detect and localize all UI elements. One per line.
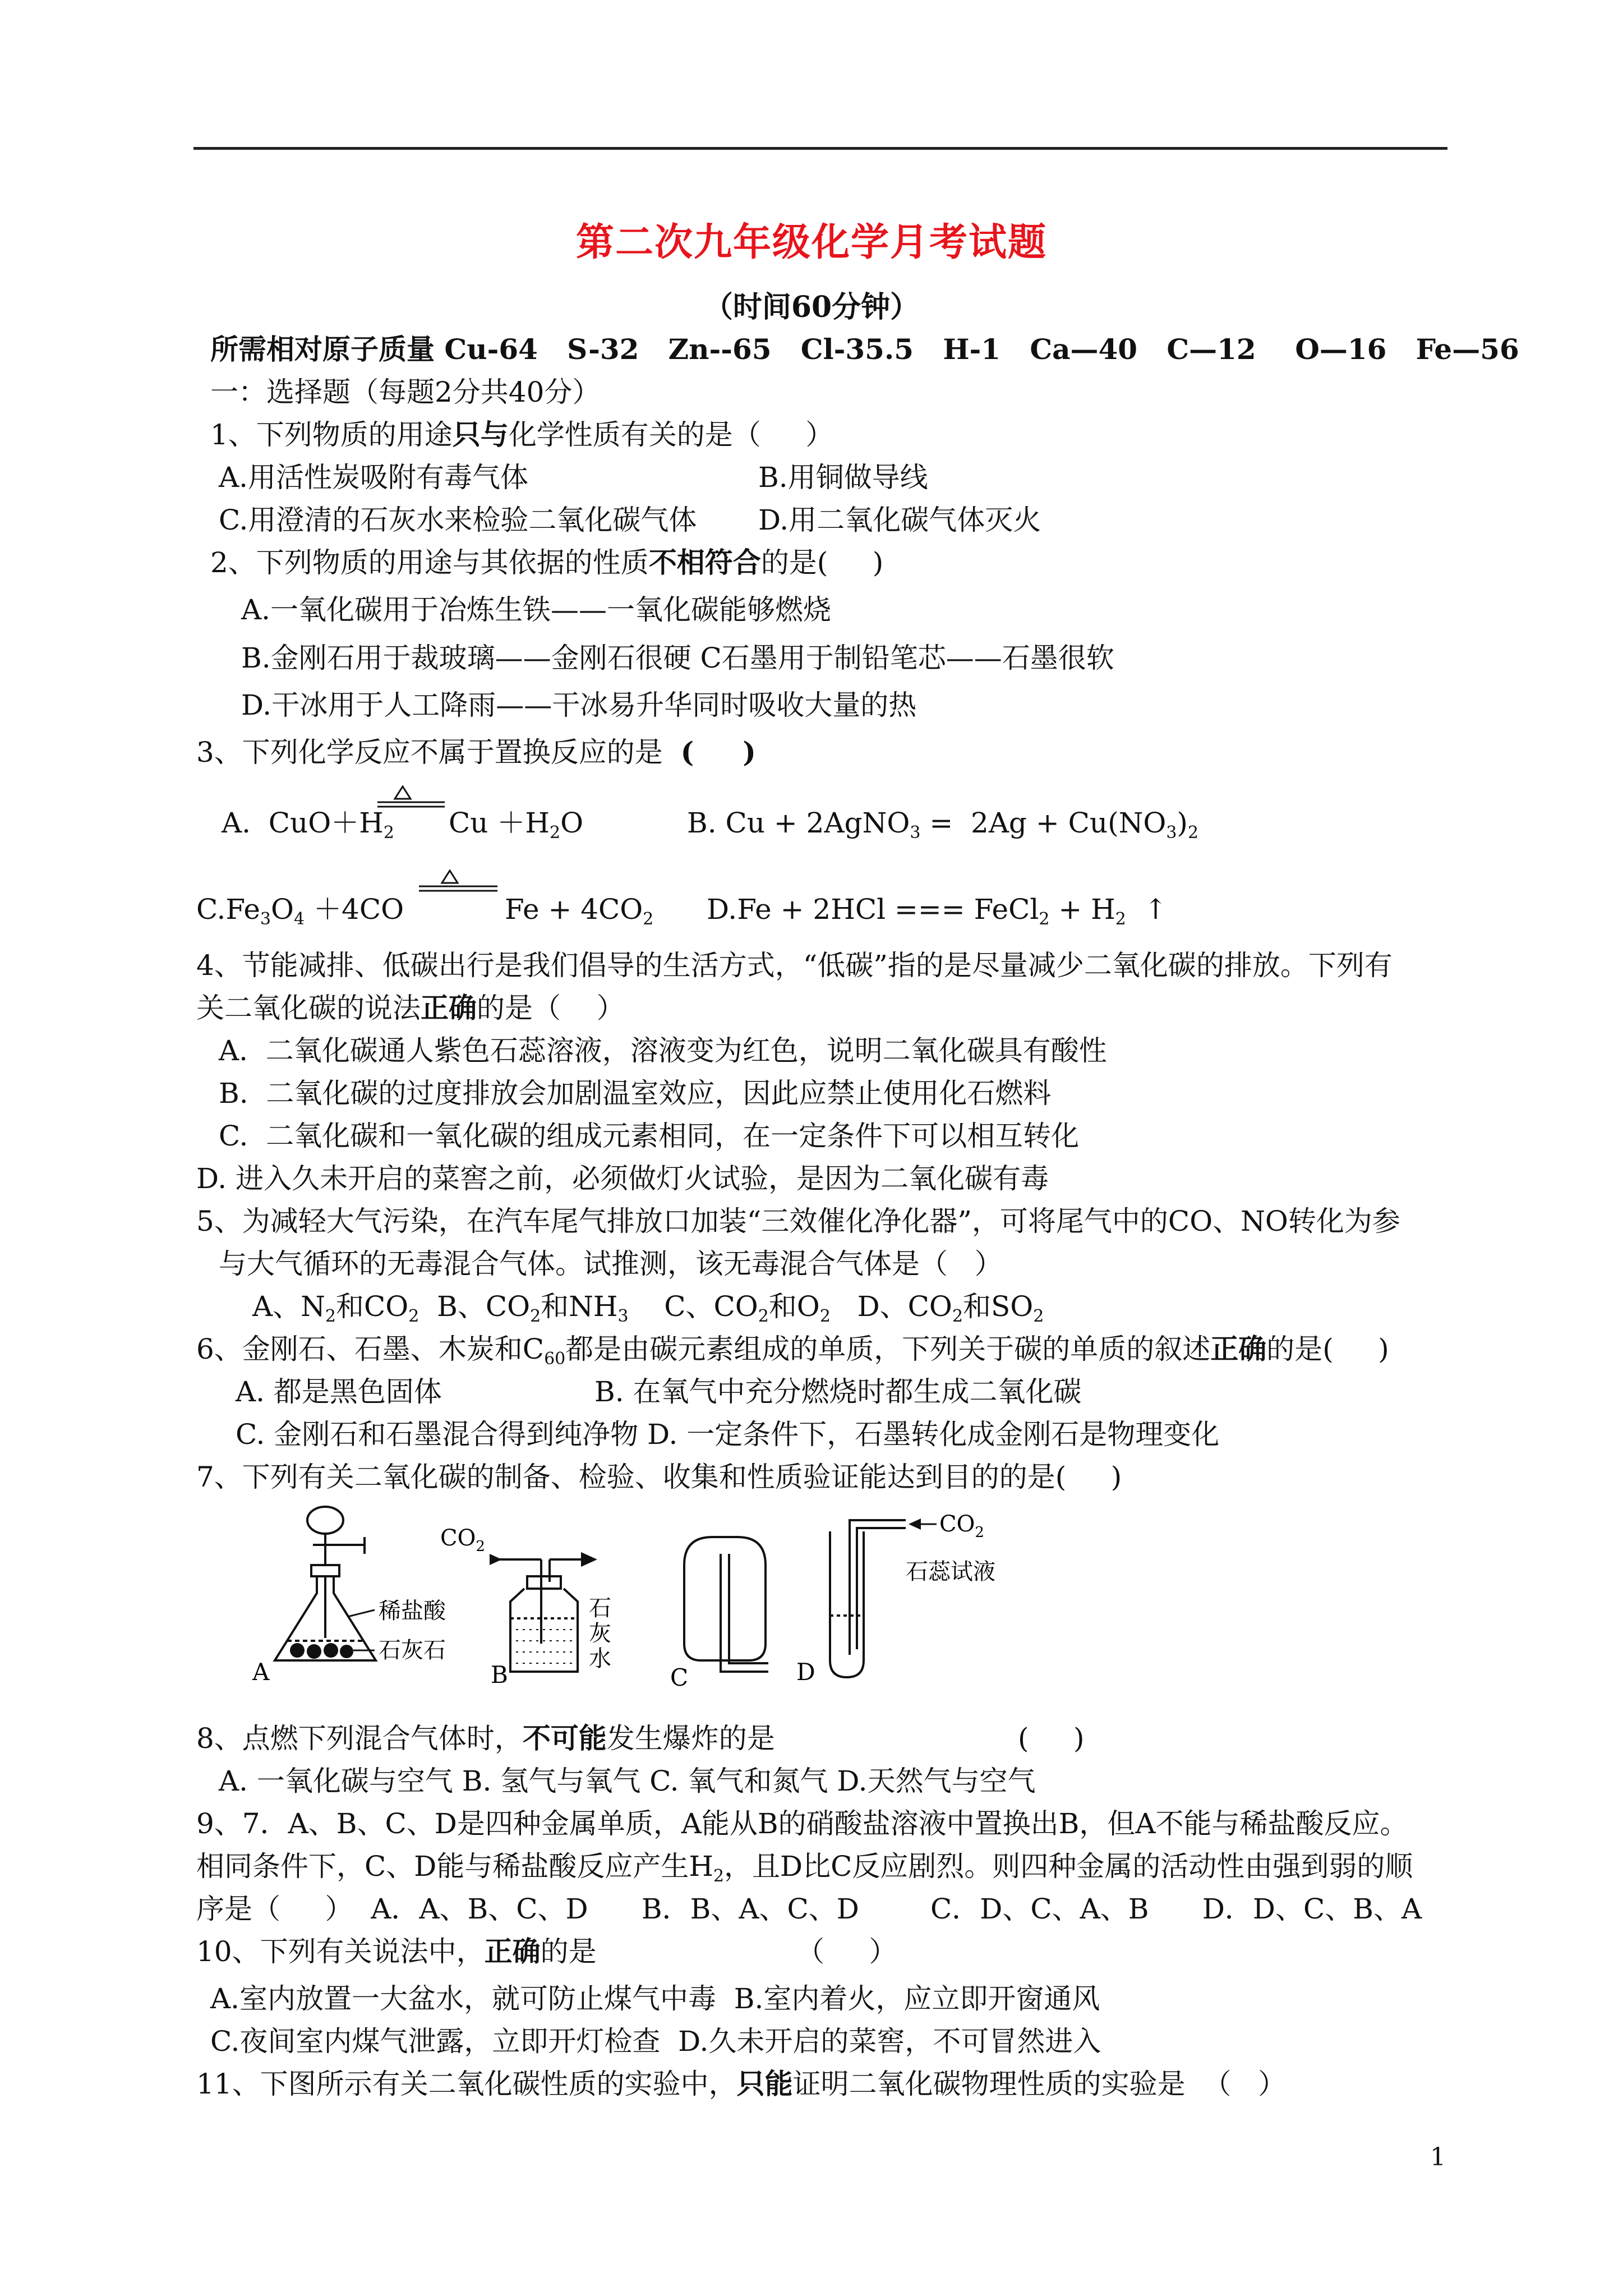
q2-option-d: D.干冰用于人工降雨——干冰易升华同时吸收大量的热 bbox=[241, 689, 917, 721]
limewater-label-3: 水 bbox=[589, 1646, 611, 1672]
co2-label-b: $CO_2$ bbox=[440, 1525, 485, 1555]
q4-option-b: B. 二氧化碳的过度排放会加剧温室效应，因此应禁止使用化石燃料 bbox=[219, 1077, 1052, 1110]
heat-condition-c bbox=[416, 868, 500, 904]
q4-option-c: C. 二氧化碳和一氧化碳的组成元素相同，在一定条件下可以相互转化 bbox=[219, 1120, 1080, 1152]
time-note: （时间60分钟） bbox=[703, 290, 920, 324]
question-6-stem: 6、金刚石、石墨、木炭和$C_{60}$都是由碳元素组成的单质，下列关于碳的单质的叙述正确的是( ) bbox=[196, 1332, 1389, 1369]
question-9-line-3: 序是（ ） A．A、B、C、D B．B、A、C、D C．D、C、A、B D．D、C、B、A bbox=[196, 1893, 1422, 1925]
question-3-stem: 3、下列化学反应不属于置换反应的是 ( ) bbox=[196, 735, 756, 769]
q10-options-ab: A.室内放置一大盆水，就可防止煤气中毒 B.室内着火，应立即开窗通风 bbox=[210, 1982, 1100, 2015]
question-10-stem: 10、下列有关说法中，正确的是 bbox=[196, 1935, 597, 1968]
question-9-line-2: 相同条件下，C、D能与稀盐酸反应产生$H_2$，且D比C反应剧烈。则四种金属的活动性由强到弱的顺 bbox=[196, 1850, 1413, 1886]
q8-answer-paren: ( ) bbox=[1018, 1722, 1085, 1755]
q1-option-d: D.用二氧化碳气体灭火 bbox=[758, 504, 1041, 536]
atomic-masses: 所需相对原子质量 Cu-64 S-32 Zn--65 Cl-35.5 H-1 Ca—40 C—12 O—16 Fe—56 bbox=[210, 333, 1519, 366]
q3-option-a-product: $Cu +H_2O$ bbox=[449, 807, 584, 843]
q4-option-a: A. 二氧化碳通人紫色石蕊溶液，溶液变为红色，说明二氧化碳具有酸性 bbox=[219, 1034, 1107, 1067]
q6-option-c: C. 金刚石和石墨混合得到纯净物 D. 一定条件下，石墨转化成金刚石是物理变化 bbox=[236, 1418, 1220, 1451]
q3-option-c-product: $Fe + 4CO_2$ bbox=[505, 893, 654, 929]
top-rule bbox=[193, 147, 1447, 150]
limewater-label-2: 灰 bbox=[589, 1621, 611, 1646]
q3-option-d: D.Fe + 2HCl === FeCl$_2$ + $H_2$ ↑ bbox=[707, 893, 1168, 929]
question-11-stem: 11、下图所示有关二氧化碳性质的实验中，只能证明二氧化碳物理性质的实验是 （ ） bbox=[196, 2067, 1287, 2100]
q1-option-c: C.用澄清的石灰水来检验二氧化碳气体 bbox=[219, 504, 697, 536]
q5-options: A、$N_2$和$CO_2$ B、$CO_2$和$NH_3$ C、$CO_2$和$O_2$ D、$CO_2$和$SO_2$ bbox=[252, 1290, 1044, 1326]
question-5-stem-2: 与大气循环的无毒混合气体。试推测，该无毒混合气体是（ ） bbox=[219, 1248, 1003, 1280]
apparatus-c bbox=[684, 1537, 768, 1672]
co2-label-d: $CO_2$ bbox=[939, 1511, 984, 1541]
q4-option-d: D. 进入久未开启的菜窖之前，必须做灯火试验，是因为二氧化碳有毒 bbox=[196, 1162, 1049, 1195]
limewater-label-1: 石 bbox=[589, 1595, 611, 1621]
question-1-stem: 1、下列物质的用途只与化学性质有关的是（ ） bbox=[210, 418, 834, 451]
page-title: 第二次九年级化学月考试题 bbox=[575, 220, 1047, 265]
q6-option-a: A. 都是黑色固体 bbox=[236, 1375, 442, 1408]
q1-option-a: A.用活性炭吸附有毒气体 bbox=[219, 461, 529, 494]
fig-label-d: D bbox=[796, 1658, 815, 1686]
fig-label-c: C bbox=[670, 1664, 689, 1691]
q2-option-a: A.一氧化碳用于冶炼生铁——一氧化碳能够燃烧 bbox=[241, 593, 832, 626]
q1-option-b: B.用铜做导线 bbox=[758, 461, 928, 494]
question-8-stem: 8、点燃下列混合气体时，不可能发生爆炸的是 bbox=[196, 1722, 775, 1755]
q7-apparatus-figure bbox=[236, 1503, 1077, 1694]
acid-label: 稀盐酸 bbox=[379, 1598, 446, 1624]
apparatus-b bbox=[494, 1554, 594, 1672]
q2-option-b: B.金刚石用于裁玻璃——金刚石很硬 C石墨用于制铅笔芯——石墨很软 bbox=[241, 642, 1114, 674]
question-5-stem: 5、为减轻大气污染，在汽车尾气排放口加装“三效催化净化器”，可将尾气中的CO、NO转化为参 bbox=[196, 1205, 1400, 1237]
q8-options: A. 一氧化碳与空气 B. 氢气与氧气 C. 氧气和氮气 D.天然气与空气 bbox=[219, 1765, 1036, 1797]
q3-option-a: A. $CuO+H_2$ bbox=[222, 807, 394, 843]
heat-condition-a bbox=[375, 784, 448, 820]
litmus-label: 石蕊试液 bbox=[906, 1559, 995, 1585]
question-7-stem: 7、下列有关二氧化碳的制备、检验、收集和性质验证能达到目的的是( ) bbox=[196, 1461, 1122, 1493]
question-4-stem: 4、节能减排、低碳出行是我们倡导的生活方式，“低碳”指的是尽量减少二氧化碳的排放。下列有 bbox=[196, 949, 1393, 982]
apparatus-d bbox=[830, 1520, 906, 1677]
section-heading: 一：选择题（每题2分共40分） bbox=[210, 376, 601, 408]
question-4-stem-2: 关二氧化碳的说法正确的是（ ） bbox=[196, 991, 625, 1024]
apparatus-a bbox=[275, 1507, 376, 1660]
q3-option-b: B. Cu + 2AgNO$_3$ = $2Ag + Cu(NO_3)_2$ bbox=[687, 807, 1199, 843]
limestone-label: 石灰石 bbox=[379, 1637, 446, 1663]
fig-label-b: B bbox=[491, 1661, 508, 1688]
fig-label-a: A bbox=[252, 1658, 270, 1686]
page-number: 1 bbox=[1430, 2143, 1446, 2171]
q6-option-b: B. 在氧气中充分燃烧时都生成二氧化碳 bbox=[594, 1375, 1082, 1408]
question-9-line-1: 9、7．A、B、C、D是四种金属单质，A能从B的硝酸盐溶液中置换出B，但A不能与稀盐酸反应。 bbox=[196, 1807, 1408, 1840]
question-2-stem: 2、下列物质的用途与其依据的性质不相符合的是( ) bbox=[210, 546, 884, 579]
q3-option-c: $C.Fe_3O_4 +4CO$ bbox=[196, 893, 404, 929]
q10-options-cd: C.夜间室内煤气泄露，立即开灯检查 D.久未开启的菜窖，不可冒然进入 bbox=[210, 2025, 1101, 2058]
q10-answer-paren: （ ） bbox=[796, 1935, 897, 1968]
